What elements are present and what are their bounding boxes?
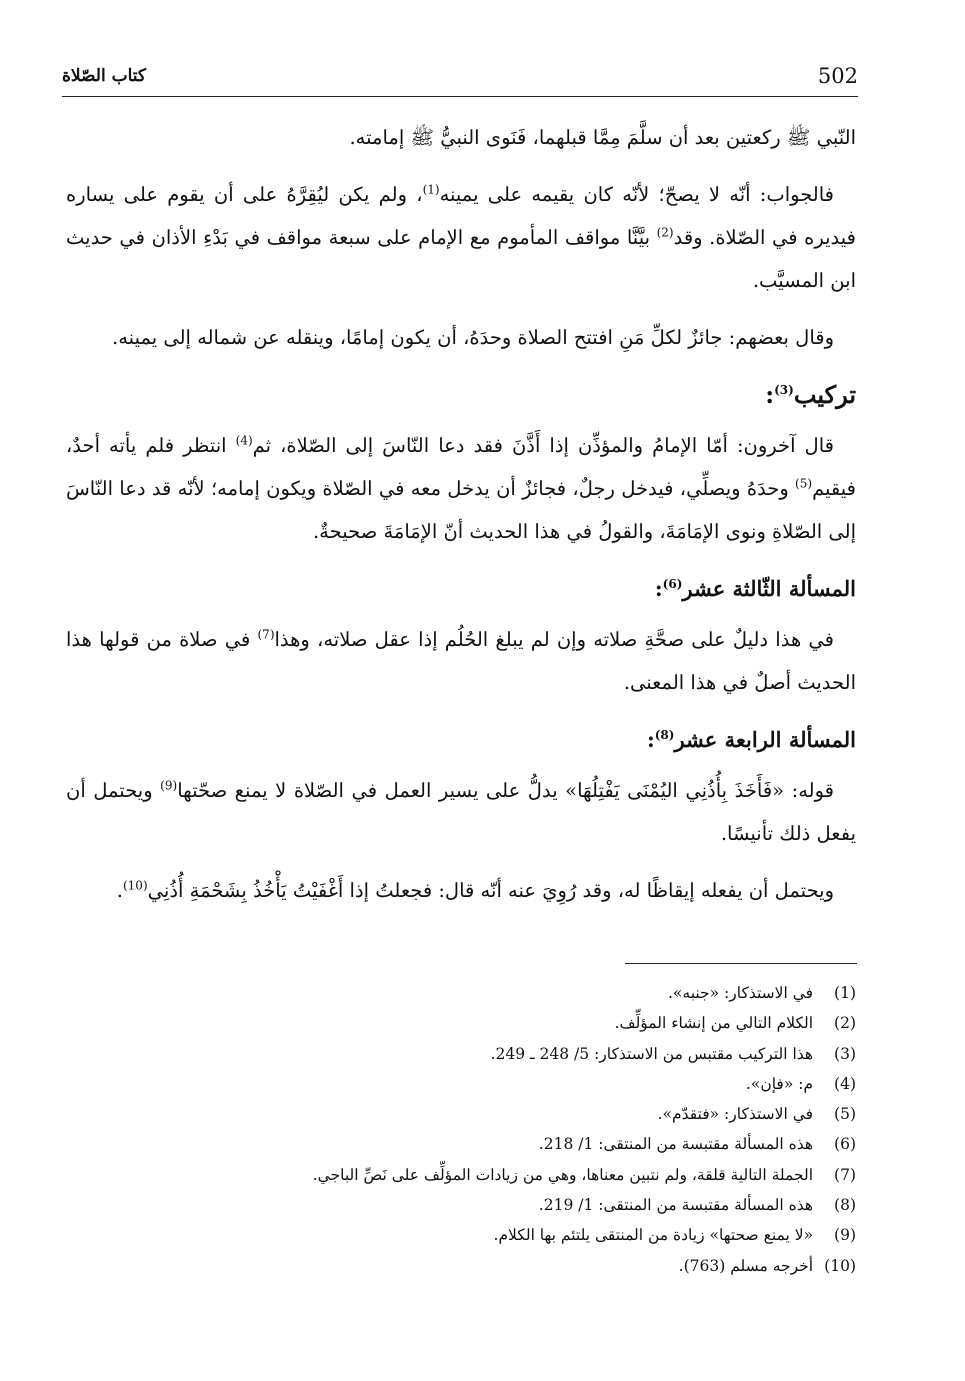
footnote-number: (5) — [834, 1105, 856, 1124]
footnote-item — [66, 1251, 856, 1281]
paragraph-text: النّبي ﷺ ركعتين بعد أن سلَّمَ مِمَّا قبلهما، فَنَوى النبيُّ ﷺ إمامته. — [349, 126, 856, 149]
page-number: 502 — [817, 64, 858, 88]
footnote-number: (4) — [834, 1074, 856, 1093]
footnote-ref[interactable]: (7) — [257, 627, 275, 642]
paragraph-text: وحدَهُ ويصلِّي، فيدخل رجلٌ، فجائزٌ أن يدخل معه في الصّلاة ويكون إمامه؛ لأنّه قد دعا النّاسَ إلى الصّلاةِ ونوى الإمَامَةَ، والقولُ في هذا الحديث أنّ الإمَامَةَ صحيحةٌ. — [66, 477, 856, 543]
footnote-text: في الاستذكار: «فتقدّم». — [657, 1105, 814, 1124]
heading-colon: : — [646, 727, 655, 752]
paragraph-text: ويحتمل أن يفعل ذلك تأنيسًا. — [66, 779, 856, 845]
heading-text: المسألة الثّالثة عشر — [682, 576, 856, 601]
footnote-number: (7) — [834, 1165, 856, 1184]
paragraph-text: قال آخرون: أمّا الإمامُ والمؤذِّن إذا أَذَّنَ فقد دعا النّاسَ إلى الصّلاة، ثم — [252, 434, 834, 457]
heading-text: تركيب — [793, 380, 856, 409]
footnote-item — [66, 1039, 856, 1069]
footnote-number: (9) — [834, 1226, 856, 1245]
footnote-item — [66, 1008, 856, 1038]
footnote-ref[interactable]: (9) — [160, 778, 178, 793]
heading-colon: : — [654, 576, 663, 601]
footnote-ref[interactable]: (3) — [774, 383, 794, 397]
footnote-item — [66, 1129, 856, 1159]
section-heading — [66, 567, 856, 610]
footnote-ref[interactable]: (5) — [795, 476, 813, 491]
footnote-item — [66, 1069, 856, 1099]
footnote-number: (1) — [834, 984, 856, 1002]
heading-text: المسألة الرابعة عشر — [674, 727, 856, 752]
paragraph-text: في هذا دليلٌ على صحَّةِ صلاته وإن لم يبلغ الحُلُم إذا عقل صلاته، وهذا — [274, 628, 835, 651]
paragraph — [66, 424, 856, 553]
footnote-text: أخرجه مسلم (763). — [678, 1256, 814, 1275]
paragraph-text: قوله: «فَأَخَذَ بِأُذُنِي اليُمْنَى يَفْتِلُهَا» يدلُّ على يسير العمل في الصّلاة لا يمنع صحّتها — [177, 779, 834, 802]
running-title: كتاب الصّلاة — [62, 66, 147, 86]
footnote-text: هذه المسألة مقتبسة من المنتقى: 1/ 218. — [538, 1135, 814, 1154]
main-text — [66, 116, 856, 926]
footnote-ref[interactable]: (10) — [122, 878, 148, 893]
footnote-number: (6) — [834, 1135, 856, 1154]
footnote-text: م: «فإن». — [745, 1074, 814, 1093]
footnote-ref[interactable]: (6) — [662, 577, 683, 591]
footnote-text: «لا يمنع صحتها» زيادة من المنتقى يلتئم بها الكلام. — [493, 1226, 814, 1245]
paragraph-text: وقال بعضهم: جائزٌ لكلِّ مَنِ افتتح الصلاة وحدَهُ، أن يكون إمامًا، وينقله عن شماله إلى يمينه. — [112, 326, 834, 349]
footnote-number: (3) — [834, 1044, 856, 1063]
footnote-number: (8) — [834, 1196, 856, 1215]
section-heading — [66, 373, 856, 416]
footnote-text: هذه المسألة مقتبسة من المنتقى: 1/ 219. — [538, 1196, 814, 1215]
footnotes-list — [66, 978, 856, 1281]
paragraph — [66, 769, 856, 855]
paragraph — [66, 618, 856, 704]
footnote-number: (10) — [824, 1256, 856, 1275]
footnote-item — [66, 1220, 856, 1250]
paragraph — [66, 173, 856, 302]
section-heading — [66, 718, 856, 761]
paragraph-text: ، ولم يكن ليُقِرَّهُ على أن يقوم على يساره فيديره في الصّلاة. وقد — [66, 183, 856, 249]
paragraph-text: ويحتمل أن يفعله إيقاظًا له، وقد رُوِيَ عنه أنّه قال: فجعلتُ إذا أَغْفَيْتُ يَأْخُذُ بِشَحْمَةِ أُذُنِي — [147, 879, 834, 902]
footnote-text: الكلام التالي من إنشاء المؤلِّف. — [614, 1014, 814, 1033]
footnote-item — [66, 978, 856, 1008]
footnote-item — [66, 1099, 856, 1129]
footnote-item — [66, 1160, 856, 1190]
footnote-item — [66, 1190, 856, 1220]
footnote-ref[interactable]: (8) — [654, 728, 675, 742]
paragraph — [66, 116, 856, 159]
footnote-ref[interactable]: (2) — [656, 225, 674, 240]
footnote-number: (2) — [834, 1014, 856, 1033]
paragraph-text: بيَّنَّا مواقف المأموم مع الإمام على سبعة مواقف في بَدْءِ الأذان في حديث ابن المسيَّب. — [66, 226, 856, 292]
paragraph — [66, 316, 856, 359]
footnote-ref[interactable]: (1) — [422, 182, 440, 197]
paragraph-text: انتظر فلم يأته أحدٌ، فيقيم — [66, 434, 856, 500]
footnote-text: الجملة التالية قلقة، ولم نتبين معناها، وهي من زيادات المؤلِّف على نَصِّ الباجي. — [312, 1165, 814, 1184]
paragraph — [66, 869, 856, 912]
footnote-text: هذا التركيب مقتبس من الاستذكار: 5/ 248 ـ 249. — [490, 1044, 814, 1063]
heading-colon: : — [765, 380, 775, 409]
paragraph-text: . — [116, 879, 123, 902]
paragraph-text: فالجواب: أنّه لا يصحّ؛ لأنّه كان يقيمه على يمينه — [439, 183, 835, 206]
footnote-divider — [625, 963, 857, 964]
footnote-ref[interactable]: (4) — [235, 433, 253, 448]
page-header — [62, 62, 858, 97]
footnote-text: في الاستذكار: «جنبه». — [667, 984, 814, 1002]
paragraph-text: في صلاة من قولها هذا الحديث أصلٌ في هذا المعنى. — [66, 628, 856, 694]
